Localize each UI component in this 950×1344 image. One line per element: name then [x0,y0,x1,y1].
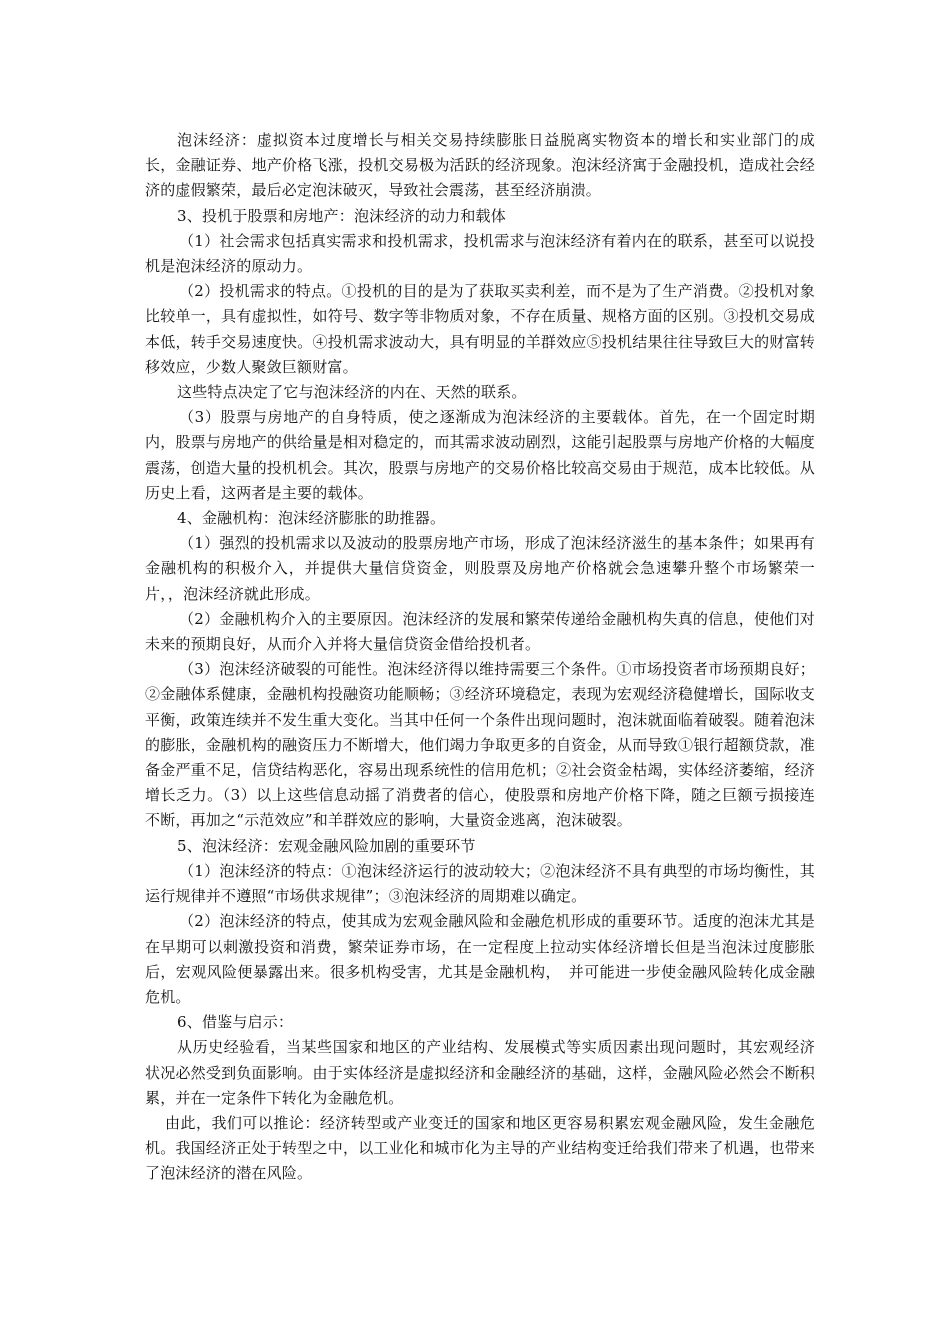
heading-section-4: 4、金融机构：泡沫经济膨胀的助推器。 [177,509,446,528]
paragraph-6-1: 从历史经验看，当某些国家和地区的产业结构、发展模式等实质因素出现问题时，其宏观经济状况必然受到负面影响。由于实体经济是虚拟经济和金融经济的基础，这样，金融风险必然会不断积累，并在一定条件下转化为金融危机。 [145,1038,815,1107]
paragraph-4-3: （3）泡沫经济破裂的可能性。泡沫经济得以维持需要三个条件。①市场投资者市场预期良好；②金融体系健康，金融机构投融资功能顺畅；③经济环境稳定，表现为宏观经济稳健增长，国际收支平衡，政策连续并不发生重大变化。当其中任何一个条件出现问题时，泡沫就面临着破裂。随着泡沫的膨胀，金融机构的融资压力不断增大，他们竭力争取更多的自资金，从而导致①银行超额贷款，准备金严重不足，信贷结构恶化，容易出现系统性的信用危机；②社会资金枯竭，实体经济萎缩，经济增长乏力。（3）以上这些信息动摇了消费者的信心，使股票和房地产价格下降，随之巨额亏损接连不断，再加之“示范效应”和羊群效应的影响，大量资金逃离，泡沫破裂。 [145,660,815,830]
document-page [145,128,815,1187]
paragraph-5-2: （2）泡沫经济的特点，使其成为宏观金融风险和金融危机形成的重要环节。适度的泡沫尤其是在早期可以刺激投资和消费，繁荣证券市场，在一定程度上拉动实体经济增长但是当泡沫过度膨胀后，宏观风险便暴露出来。很多机构受害，尤其是金融机构， 并可能进一步使金融风险转化成金融危机。 [145,912,815,1006]
paragraph-3-3: （3）股票与房地产的自身特质，使之逐渐成为泡沫经济的主要载体。首先，在一个固定时期内，股票与房地产的供给量是相对稳定的，而其需求波动剧烈，这能引起股票与房地产价格的大幅度震荡，创造大量的投机机会。其次，股票与房地产的交易价格比较高交易由于规范，成本比较低。从历史上看，这两者是主要的载体。 [145,408,815,502]
paragraph-4-2: （2）金融机构介入的主要原因。泡沫经济的发展和繁荣传递给金融机构失真的信息，使他们对未来的预期良好，从而介入并将大量信贷资金借给投机者。 [145,609,815,654]
paragraph-6-2: 由此，我们可以推论：经济转型或产业变迁的国家和地区更容易积累宏观金融风险，发生金融危机。我国经济正处于转型之中，以工业化和城市化为主导的产业结构变迁给我们带来了机遇，也带来了泡沫经济的潜在风险。 [145,1113,815,1183]
paragraph-bubble-economy-definition: 泡沫经济：虚拟资本过度增长与相关交易持续膨胀日益脱离实物资本的增长和实业部门的成长，金融证券、地产价格飞涨，投机交易极为活跃的经济现象。泡沫经济寓于金融投机，造成社会经济的虚假繁荣，最后必定泡沫破灭，导致社会震荡，甚至经济崩溃。 [145,131,815,200]
paragraph-3-1: （1）社会需求包括真实需求和投机需求，投机需求与泡沫经济有着内在的联系，甚至可以说投机是泡沫经济的原动力。 [145,231,815,276]
heading-section-3: 3、投机于股票和房地产：泡沫经济的动力和载体 [177,206,506,225]
paragraph-3-summary: 这些特点决定了它与泡沫经济的内在、天然的联系。 [177,383,527,402]
heading-section-5: 5、泡沫经济：宏观金融风险加剧的重要环节 [177,836,476,855]
paragraph-5-1: （1）泡沫经济的特点：①泡沫经济运行的波动较大；②泡沫经济不具有典型的市场均衡性，其运行规律并不遵照“市场供求规律”；③泡沫经济的周期难以确定。 [145,861,815,906]
paragraph-4-1: （1）强烈的投机需求以及波动的股票房地产市场，形成了泡沫经济滋生的基本条件；如果再有金融机构的积极介入，并提供大量信贷资金，则股票及房地产价格就会急速攀升整个市场繁荣一片，，泡沫经济就此形成。 [145,534,815,603]
paragraph-3-2: （2）投机需求的特点。①投机的目的是为了获取买卖利差，而不是为了生产消费。②投机对象比较单一，具有虚拟性，如符号、数字等非物质对象，不存在质量、规格方面的区别。③投机交易成本低，转手交易速度快。④投机需求波动大，具有明显的羊群效应⑤投机结果往往导致巨大的财富转移效应，少数人聚敛巨额财富。 [145,282,815,376]
heading-section-6: 6、借鉴与启示： [177,1013,294,1032]
